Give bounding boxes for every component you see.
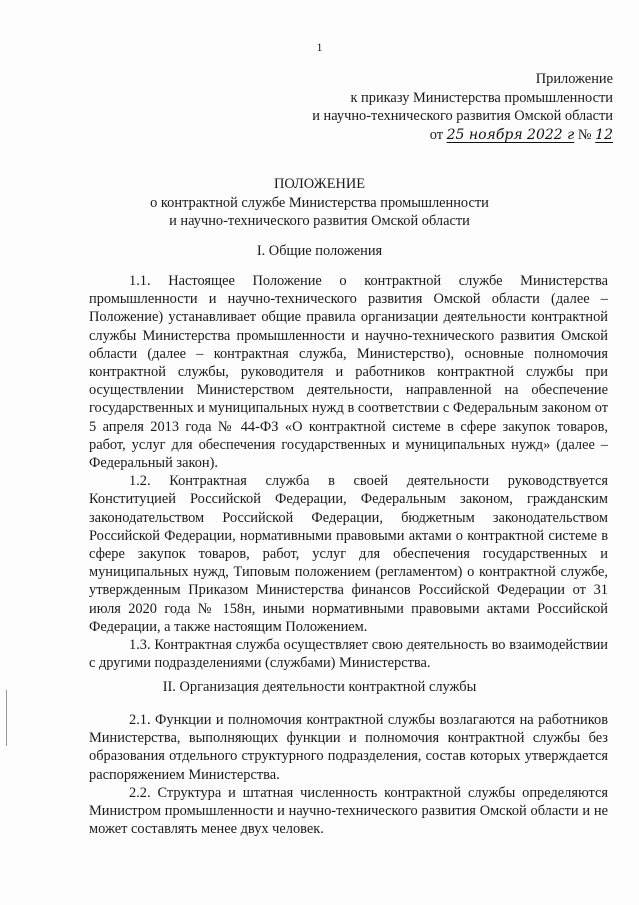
section-2-body (89, 711, 608, 838)
approval-block (312, 70, 613, 144)
handwritten-date: 25 ноября 2022 г (446, 126, 575, 143)
paragraph-1-2: 1.2. Контрактная служба в своей деятельности руководствуется Конституцией Российской Федерации, Федеральным законом, гражданским законодательством Российской Федерации, бюджетным законодательством Российской Федерации, нормативными правовыми актами о контрактной системе в сфере закупок товаров, работ, услуг для обеспечения государственных и муниципальных нужд, Типовым положением (регламентом) о контрактной службе, утвержденным Приказом Министерства финансов Российской Федерации от 31 июля 2020 года № 158н, иными нормативными правовыми актами Российской Федерации, а также настоящим Положением. (89, 473, 608, 635)
approval-line-3: и научно-технического развития Омской области (312, 108, 613, 124)
paragraph-1-1: 1.1. Настоящее Положение о контрактной службе Министерства промышленности и научно-технического развития Омской области (далее – Положение) устанавливает общие правила организации деятельности контрактной службы Министерства промышленности и научно-технического развития Омской области (далее – контрактная служба, Министерство), основные полномочия контрактной службы, руководителя и работников контрактной службы при осуществлении Министерством деятельности, направленной на обеспечение государственных и муниципальных нужд в соответствии с Федеральным законом от 5 апреля 2013 года № 44-ФЗ «О контрактной системе в сфере закупок товаров, работ, услуг для обеспечения государственных и муниципальных нужд» (далее – Федеральный закон). (89, 273, 608, 472)
section-1-body (89, 272, 608, 672)
approval-line-1: Приложение (535, 71, 613, 87)
paragraph-2-2: 2.2. Структура и штатная численность контрактной службы определяются Министром промышленности и научно-технического развития Омской области и не может составлять менее двух человек. (89, 784, 608, 838)
section-1-heading: I. Общие положения (256, 243, 383, 259)
number-prefix: № (577, 126, 592, 143)
document-title (0, 175, 639, 231)
title-line-3: и научно-технического развития Омской области (169, 213, 470, 229)
date-prefix: от (429, 126, 444, 143)
paragraph-2-1: 2.1. Функции и полномочия контрактной службы возлагаются на работников Министерства, выполняющих функции и полномочия контрактной службы без образования отдельного структурного подразделения, состав которых утверждается распоряжением Министерства. (89, 712, 608, 783)
title-line-2: о контрактной службе Министерства промышленности (150, 194, 489, 211)
approval-line-2: к приказу Министерства промышленности (350, 89, 613, 106)
approval-date-line (312, 126, 613, 145)
section-2-heading: II. Организация деятельности контрактной службы (162, 679, 477, 695)
page-number: 1 (316, 40, 323, 54)
scan-margin-mark (6, 690, 7, 746)
handwritten-number: 12 (595, 126, 613, 143)
paragraph-1-3: 1.3. Контрактная служба осуществляет свою деятельность во взаимодействии с другими подразделениями (службами) Министерства. (89, 637, 608, 672)
title-heading: ПОЛОЖЕНИЕ (273, 176, 366, 192)
